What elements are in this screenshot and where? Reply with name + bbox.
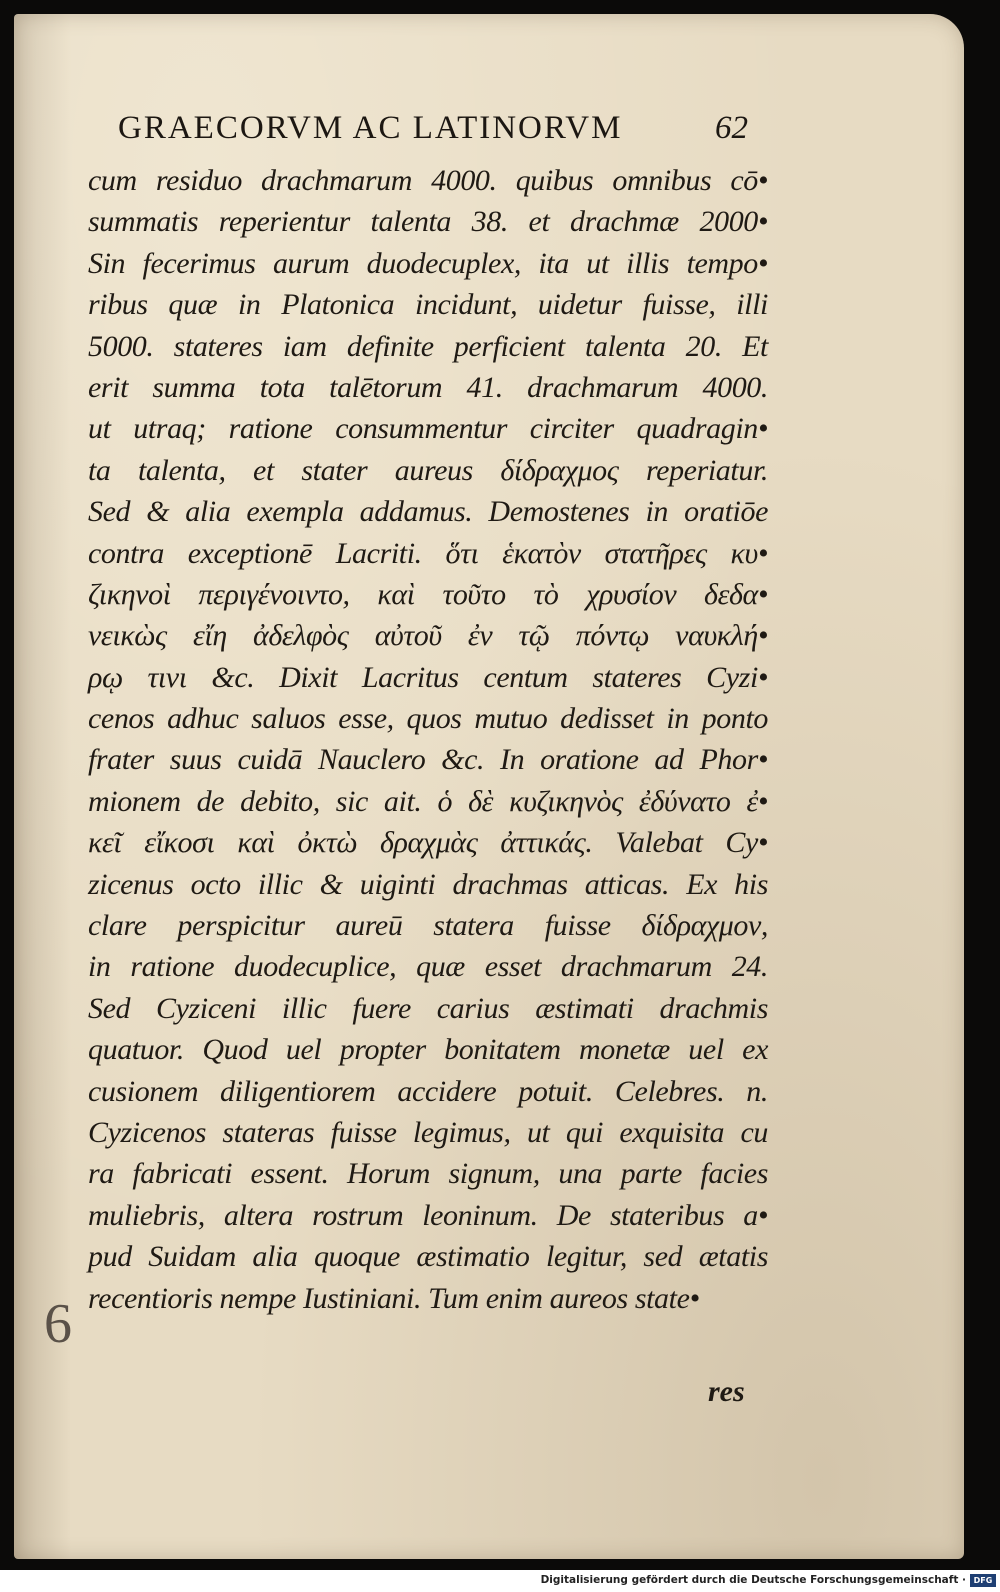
- text-line: νεικὼς εἴη ἀδελφὸς αὐτοῦ ἐν τῷ πόντῳ ναυκλή•: [88, 619, 768, 653]
- text-line: quatuor. Quod uel propter bonitatem monetæ uel ex: [88, 1033, 768, 1067]
- text-line: ta talenta, et stater aureus δίδραχμος reperiatur.: [88, 453, 768, 487]
- text-line: zicenus octo illic & uiginti drachmas atticas. Ex his: [88, 867, 768, 901]
- text-line: contra exceptionē Lacriti. ὅτι ἑκατὸν στατῆρες κυ•: [88, 536, 768, 570]
- running-head: GRAECORVM AC LATINORVM: [118, 110, 623, 146]
- text-line: ra fabricati essent. Horum signum, una parte facies: [88, 1157, 768, 1191]
- text-line: ρῳ τινι &c. Dixit Lacritus centum stateres Cyzi•: [88, 660, 768, 694]
- text-line: ut utraq; ratione consummentur circiter quadragin•: [88, 412, 768, 446]
- page-number: 62: [715, 110, 748, 146]
- text-line: Sed Cyziceni illic fuere carius æstimati drachmis: [88, 991, 768, 1025]
- text-line: cenos adhuc saluos esse, quos mutuo dedisset in ponto: [88, 702, 768, 736]
- text-line: in ratione duodecuplice, quæ esset drachmarum 24.: [88, 950, 768, 984]
- text-line: Cyzicenos stateras fuisse legimus, ut qui exquisita cu: [88, 1115, 768, 1149]
- funding-credit: Digitalisierung gefördert durch die Deutsche Forschungsgemeinschaft ·: [540, 1574, 966, 1586]
- text-line: Sin fecerimus aurum duodecuplex, ita ut illis tempo•: [88, 246, 768, 280]
- text-line: mionem de debito, sic ait. ὁ δὲ κυζικηνὸς ἐδύνατο ἐ•: [88, 784, 768, 818]
- margin-annotation: 6: [44, 1293, 72, 1355]
- text-line: erit summa tota talētorum 41. drachmarum 4000.: [88, 370, 768, 404]
- text-line: cum residuo drachmarum 4000. quibus omnibus cō•: [88, 164, 768, 197]
- text-line: ζικηνοὶ περιγένοιντο, καὶ τοῦτο τὸ χρυσίον δεδα•: [88, 577, 768, 611]
- text-line: clare perspicitur aureū statera fuisse δίδραχμον,: [88, 909, 768, 943]
- dfg-logo: DFG: [970, 1574, 996, 1587]
- catchword: res: [708, 1375, 745, 1408]
- text-line: muliebris, altera rostrum leoninum. De stateribus a•: [88, 1198, 768, 1232]
- text-line: Sed & alia exempla addamus. Demostenes in oratiōe: [88, 495, 768, 529]
- body-text: [88, 160, 768, 1319]
- text-line: pud Suidam alia quoque æstimatio legitur, sed ætatis: [88, 1240, 768, 1274]
- text-line: 5000. stateres iam definite perficient talenta 20. Et: [88, 329, 768, 363]
- text-line: cusionem diligentiorem accidere potuit. Celebres. n.: [88, 1074, 768, 1108]
- text-line: frater suus cuidā Nauclero &c. In oratione ad Phor•: [88, 743, 768, 777]
- text-line: recentioris nempe Iustiniani. Tum enim aureos state•: [88, 1281, 700, 1315]
- text-line: summatis reperientur talenta 38. et drachmæ 2000•: [88, 205, 768, 239]
- text-line: ribus quæ in Platonica incidunt, uidetur fuisse, illi: [88, 288, 768, 322]
- text-line: κεῖ εἴκοσι καὶ ὀκτὼ δραχμὰς ἀττικάς. Valebat Cy•: [88, 826, 768, 860]
